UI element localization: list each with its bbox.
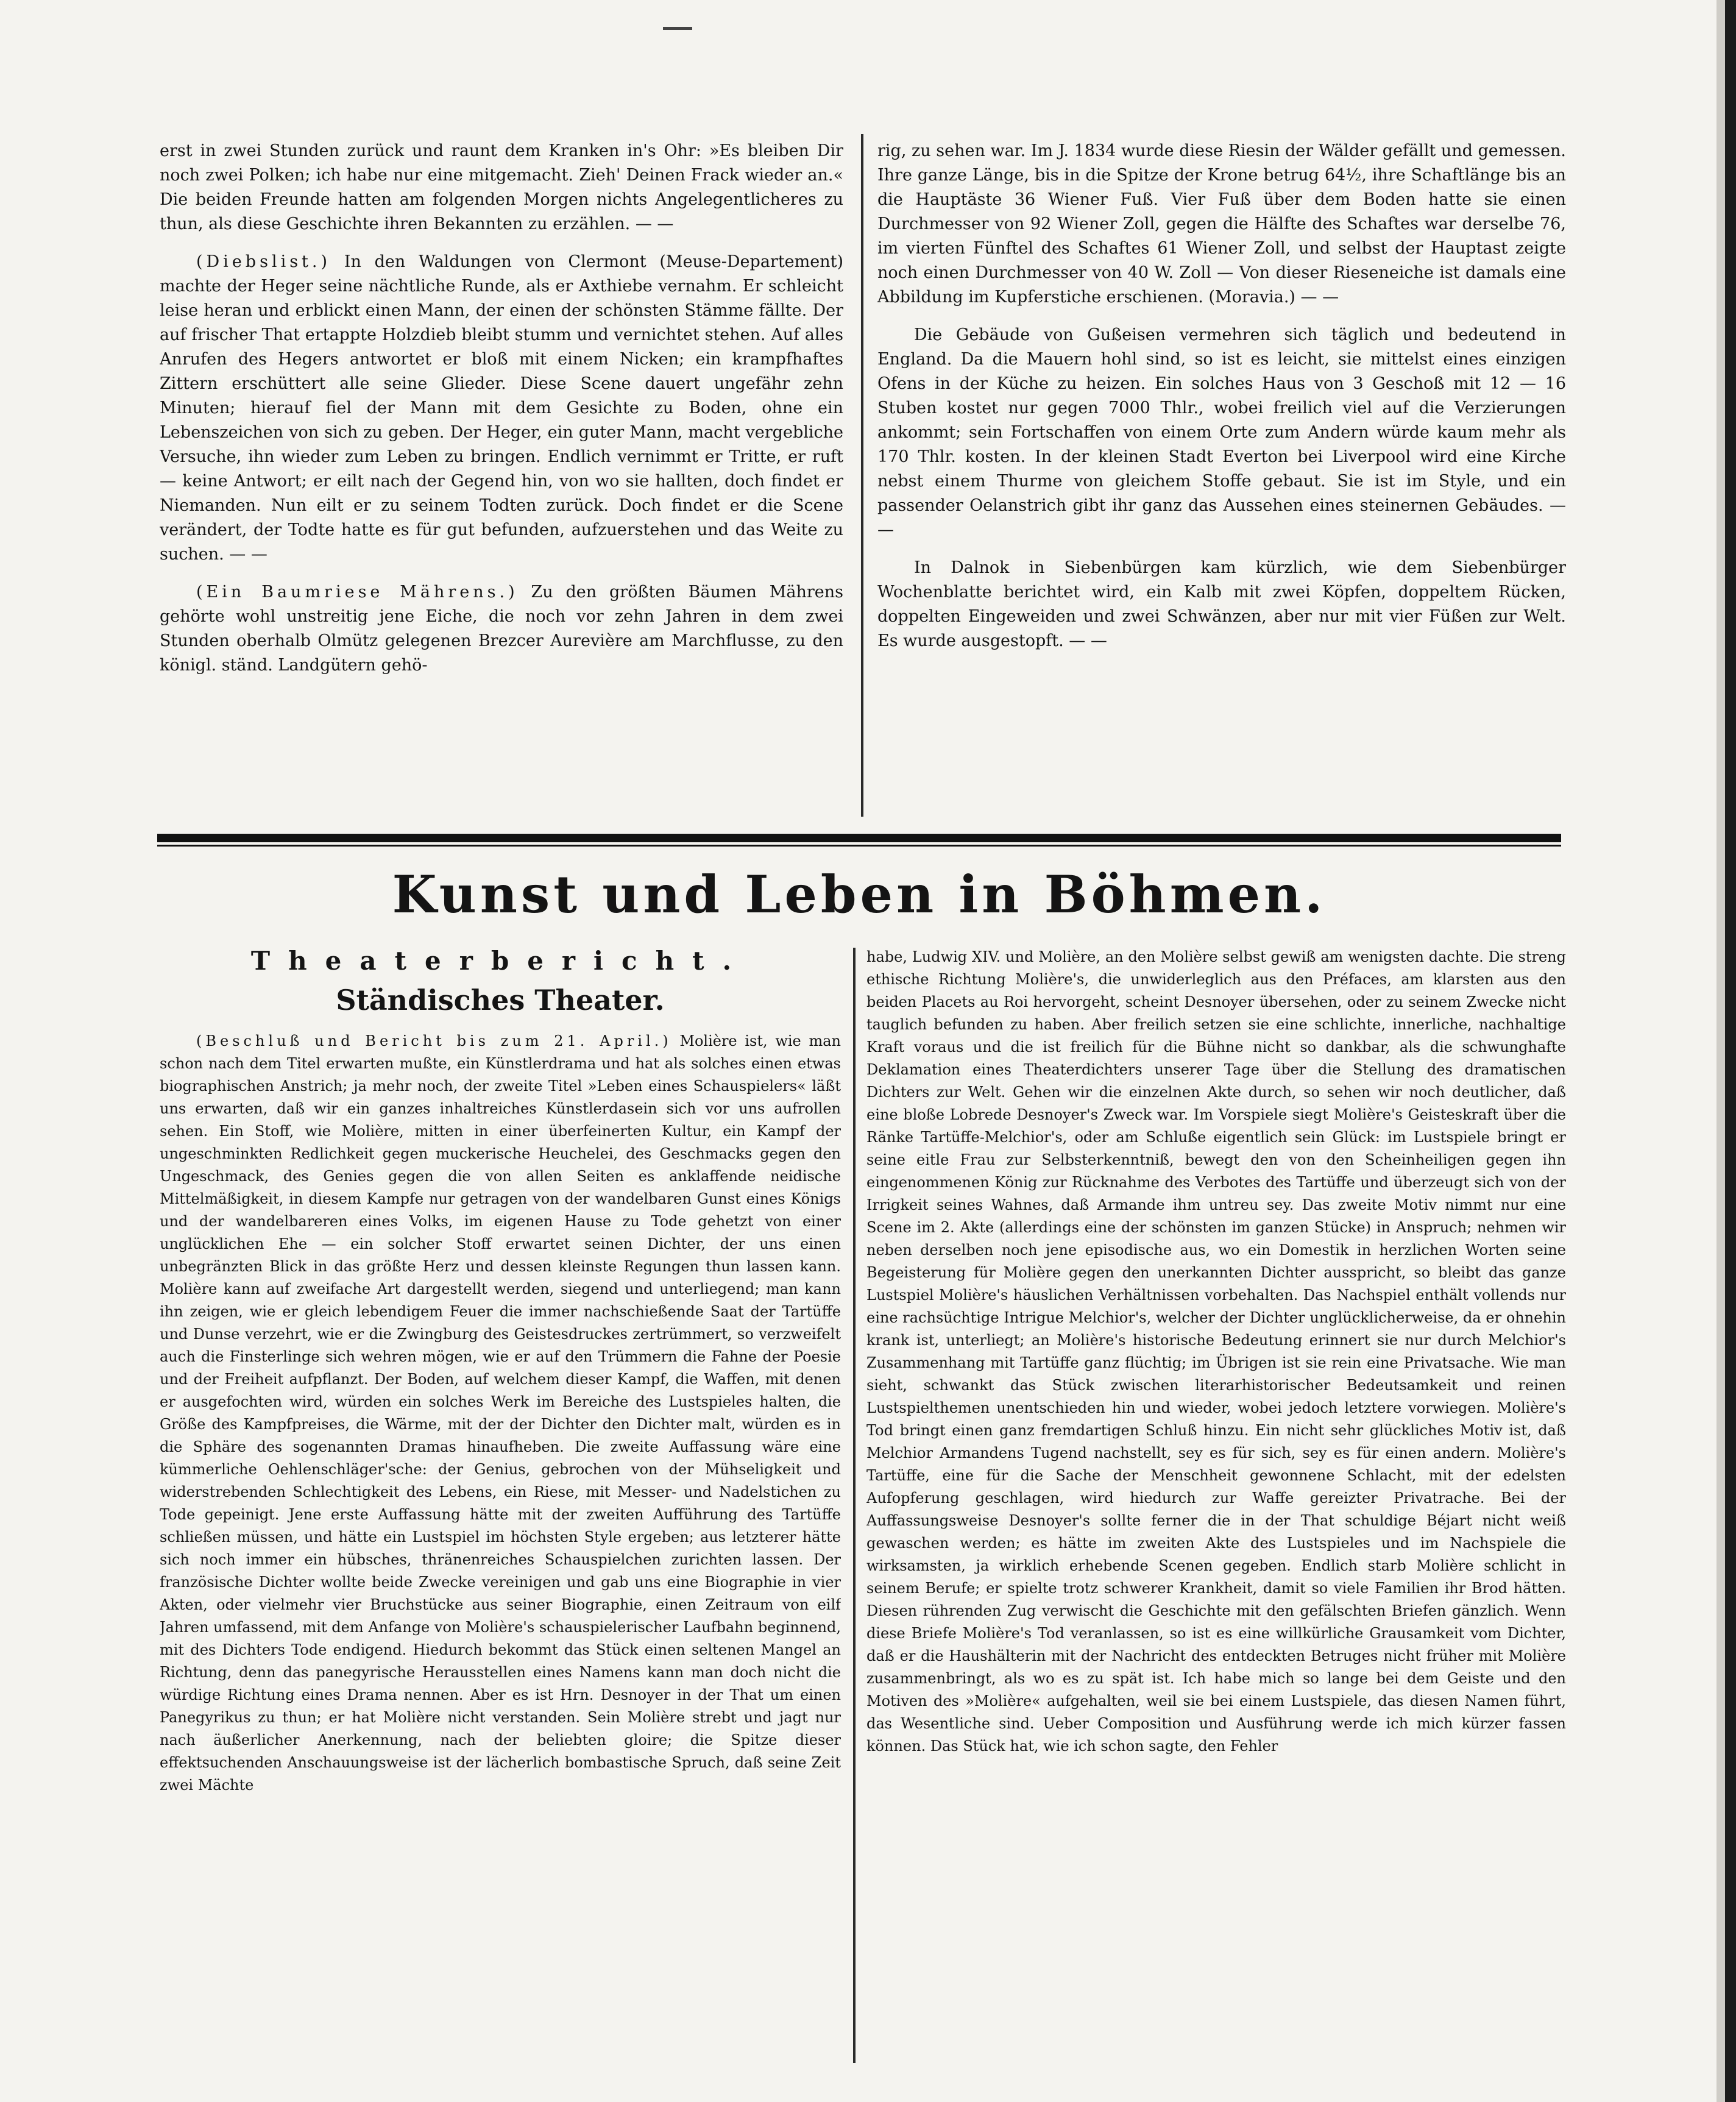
section-rule-thin [157,845,1561,847]
page-edge [1725,0,1736,2102]
upper-left-column [160,139,843,804]
paragraph: Die Gebäude von Gußeisen vermehren sich täglich und bedeutend in England. Da die Mauern hohl sind, so ist es leicht, sie mittelst eines einzigen Ofens in der Küche zu heizen. Ein solches Haus von 3 Geschoß mit 12 — 16 Stuben kostet nur gegen 7000 Thlr., wobei freilich viel auf die Verzierungen ankommt; sein Fortschaffen von einem Orte zum Andern würde kaum mehr als 170 Thlr. kosten. In der kleinen Stadt Everton bei Liverpool wird eine Kirche nebst einem Thurme von gleichem Stoffe gebaut. Sie ist im Style, und ein passender Oelanstrich gibt ihr ganz das Aussehen eines steinernen Gebäudes. — — [877,325,1566,539]
paragraph-lead: (Ein Baumriese Mährens.) [196,583,519,602]
section-rule-thick [157,834,1561,842]
paragraph-diebslist [160,250,843,567]
section-title: Kunst und Leben in Böhmen. [392,864,1327,925]
paragraph: rig, zu sehen war. Im J. 1834 wurde diese Riesin der Wälder gefällt und gemessen. Ihre ganze Länge, bis in die Spitze der Krone betrug 64½, ihre Schaftlänge bis an die Hauptäste 36 Wiener Fuß. Vier Fuß über dem Boden hatte sie einen Durchmesser von 92 Wiener Zoll, gegen die Hälfte des Schaftes war derselbe 76, im vierten Fünftel des Schaftes 61 Wiener Zoll, und selbst der Hauptast zeigte noch einen Durchmesser von 40 W. Zoll — Von dieser Rieseneiche ist damals eine Abbildung im Kupferstiche erschienen. (Moravia.) — — [877,141,1566,307]
paragraph-body: In den Waldungen von Clermont (Meuse-Departement) machte der Heger seine nächtliche Runde, als er Axthiebe vernahm. Er schleicht leise heran und erblickt einen Mann, der einen der schönsten Stämme fällte. Der auf frischer That ertappte Holzdieb bleibt stumm und vernichtet stehen. Auf alles Anrufen des Hegers antwortet er bloß mit einem Nicken; ein krampfhaftes Zittern erschüttert alle seine Glieder. Diese Scene dauert ungefähr zehn Minuten; hierauf fiel der Mann mit dem Gesichte zu Boden, ohne ein Lebenszeichen von sich zu geben. Der Heger, ein guter Mann, macht vergebliche Versuche, ihn wieder zum Leben zu bringen. Endlich vernimmt er Tritte, er ruft — keine Antwort; er eilt nach der Gegend hin, von wo sie hallten, doch findet er Niemanden. Nun eilt er zu seinem Todten zurück. Doch findet er die Scene verändert, der Todte hatte es für gut befunden, aufzuerstehen und das Weite zu suchen. — — [160,252,843,564]
paragraph-review [160,1030,841,1797]
paragraph-lead: (Diebslist.) [196,252,331,271]
report-kicker: Theaterbericht. [250,946,750,976]
paragraph: In Dalnok in Siebenbürgen kam kürzlich, wie dem Siebenbürger Wochenblatte berichtet wird, ein Kalb mit zwei Köpfen, doppeltem Rücken, doppelten Eingeweiden und zwei Schwänzen, aber nur mit vier Füßen zur Welt. Es wurde ausgestopft. — — [877,558,1566,650]
paragraph-body: Zu den größten Bäumen Mährens gehörte wohl unstreitig jene Eiche, die noch vor zehn Jahren in dem zwei Stunden oberhalb Olmütz gelegenen Brezcer Aurevière am Marchflusse, zu den königl. ständ. Landgütern gehö- [160,583,843,675]
header-mark [663,27,692,30]
lower-right-column [866,946,1566,2057]
paragraph-baumriese [160,580,843,678]
lower-left-column [160,1030,841,2057]
page-edge-shadow [1717,0,1725,2102]
paragraph-lead: (Beschluß und Bericht bis zum 21. April.) [196,1032,672,1049]
column-divider [853,948,856,2063]
paragraph: erst in zwei Stunden zurück und raunt dem Kranken in's Ohr: »Es bleiben Dir noch zwei Polken; ich habe nur eine mitgemacht. Zieh' Deinen Frack wieder an.« Die beiden Freunde hatten am folgenden Morgen nichts Angelegentlicheres zu thun, als diese Geschichte ihren Bekannten zu erzählen. — — [160,141,843,233]
upper-right-column [877,139,1566,804]
paragraph-body: Molière ist, wie man schon nach dem Titel erwarten mußte, ein Künstlerdrama und hat als solches einen etwas biographischen Anstrich; ja mehr noch, der zweite Titel »Leben eines Schauspielers« läßt uns erwarten, daß wir ein ganzes inhaltreiches Künstlerdasein sich vor uns aufrollen sehen. Ein Stoff, wie Molière, mitten in einer überfeinerten Kultur, ein Kampf der ungeschminkten Redlichkeit gegen muckerische Heuchelei, des Geschmacks gegen den Ungeschmack, des Genies gegen die von allen Seiten es anklaffende neidische Mittelmäßigkeit, in diesem Kampfe nur getragen von der wandelbaren Gunst eines Königs und der wandelbareren eines Volks, im eigenen Hause zu Tode gehetzt von einer unglücklichen Ehe — ein solcher Stoff erwartet seinen Dichter, der uns einen unbegränzten Blick in das größte Herz und dessen kleinste Regungen thun lassen kann. Molière kann auf zweifache Art dargestellt werden, siegend und unterliegend; man kann ihn zeigen, wie er gleich lebendigem Feuer die immer nachschießende Saat der Tartüffe und Dunse verzehrt, wie er die Zwingburg des Geistesdruckes zertrümmert, so verzweifelt auch die Finsterlinge sich wehren mögen, wie er auf den Trümmern die Fahne der Poesie und der Freiheit aufpflanzt. Der Boden, auf welchem dieser Kampf, die Waffen, mit denen er ausgefochten wird, würden ein solches Werk im Bereiche des Lustspieles halten, die Größe des Kampfpreises, die Wärme, mit der der Dichter den Dichter malt, würden es in die Sphäre des sogenannten Dramas hinaufheben. Die zweite Auffassung wäre eine kümmerliche Oehlenschläger'sche: der Genius, gebrochen von der Mühseligkeit und widerstrebenden Schlechtigkeit des Lebens, ein Riese, mit Messer- und Nadelstichen zu Tode gepeinigt. Jene erste Auffassung hätte mit der zweiten Aufführung des Tartüffe schließen müssen, und hätte ein Lustspiel im höchsten Style ergeben; aus letzterer hätte sich noch immer ein hübsches, thränenreiches Schauspielchen zurichten lassen. Der französische Dichter wollte beide Zwecke vereinigen und gab uns eine Biographie in vier Akten, oder vielmehr vier Bruchstücke aus seiner Biographie, einen Zeitraum von eilf Jahren umfassend, mit dem Anfange von Molière's schauspielerischer Laufbahn beginnend, mit des Dichters Tode endigend. Hiedurch bekommt das Stück einen seltenen Mangel an Richtung, denn das panegyrische Herausstellen eines Namens kann man doch nicht die würdige Richtung eines Drama nennen. Aber es ist Hrn. Desnoyer in der That um einen Panegyrikus zu thun; er hat Molière nicht verstanden. Sein Molière strebt und jagt nur nach äußerlicher Anerkennung, nach der beliebten gloire; die Spitze dieser effektsuchenden Anschauungsweise ist der lächerlich bombastische Spruch, daß seine Zeit zwei Mächte [160,1032,841,1794]
theatre-heading: Ständisches Theater. [336,984,665,1017]
paragraph: habe, Ludwig XIV. und Molière, an den Molière selbst gewiß am wenigsten dachte. Die streng ethische Richtung Molière's, die unwiderleglich aus den Préfaces, am klarsten aus den beiden Placets au Roi hervorgeht, scheint Desnoyer übersehen, oder zu seinem Zwecke nicht tauglich befunden zu haben. Aber freilich setzen sie eine schlichte, innerliche, nachhaltige Kraft voraus und die ist freilich für die Bühne nicht so dankbar, als die schwunghafte Deklamation eines Theaterdichters unserer Tage über die Stellung des dramatischen Dichters zur Welt. Gehen wir die einzelnen Akte durch, so sehen wir noch deutlicher, daß eine bloße Lobrede Desnoyer's Zweck war. Im Vorspiele siegt Molière's Geisteskraft über die Ränke Tartüffe-Melchior's, oder am Schluße eigentlich sein Glück: im Lustspiele bringt er seine eitle Frau zur Selbsterkenntniß, bewegt den von den Scheinheiligen gegen ihn eingenommenen König zur Rücknahme des Verbotes des Tartüffe und überzeugt sich von der Irrigkeit seines Wahnes, daß Armande ihm untreu sey. Das zweite Motiv nimmt nur eine Scene im 2. Akte (allerdings eine der schönsten im ganzen Stücke) in Anspruch; nehmen wir neben derselben noch jene episodische aus, wo ein Domestik in herzlichen Worten seine Begeisterung für Molière gegen den unerkannten Dichter ausspricht, so bleibt das ganze Lustspiel Molière's häuslichen Verhältnissen vorbehalten. Das Nachspiel enthält vollends nur eine rachsüchtige Intrigue Melchior's, welcher der Dichter unglücklicherweise, da er ohnehin krank ist, unterliegt; an Molière's historische Bedeutung erinnert sie nur durch Melchior's Zusammenhang mit Tartüffe ganz flüchtig; im Übrigen ist sie rein eine Privatsache. Wie man sieht, schwankt das Stück zwischen literarhistorischer Bedeutsamkeit und reinen Lustspielthemen unentschieden hin und wieder, wobei jedoch letztere vorwiegen. Molière's Tod bringt einen ganz fremdartigen Schluß hinzu. Ein nicht sehr glückliches Motiv ist, daß Melchior Armandens Tugend nachstellt, sey es für sich, sey es für einen andern. Molière's Tartüffe, eine für die Sache der Menschheit gewonnene Schlacht, mit der edelsten Aufopferung geschlagen, wird hiedurch zur Waffe gereizter Privatrache. Bei der Auffassungsweise Desnoyer's sollte ferner die in der That schuldige Béjart nicht weiß gewaschen werden; es hätte im zweiten Akte des Lustspieles und im Nachspiele die wirksamsten, ja wirklich erhebende Scenen gegeben. Endlich starb Molière schlicht in seinem Berufe; er spielte trotz schwerer Krankheit, damit so viele Familien ihr Brod hätten. Diesen rührenden Zug verwischt die Geschichte mit den gefälschten Briefen gänzlich. Wenn diese Briefe Molière's Tod veranlassen, so ist es eine willkürliche Grausamkeit vom Dichter, daß er die Haushälterin mit der Nachricht des entdeckten Betruges nicht früher mit Molière zusammenbringt, als wo es zu spät ist. Ich habe mich so lange bei dem Geiste und den Motiven des »Molière« aufgehalten, weil sie bei einem Lustspiele, das diesen Namen führt, das Wesentliche sind. Ueber Composition und Ausführung werde ich mich kürzer fassen können. Das Stück hat, wie ich schon sagte, den Fehler [866,948,1566,1755]
column-divider [861,134,863,817]
